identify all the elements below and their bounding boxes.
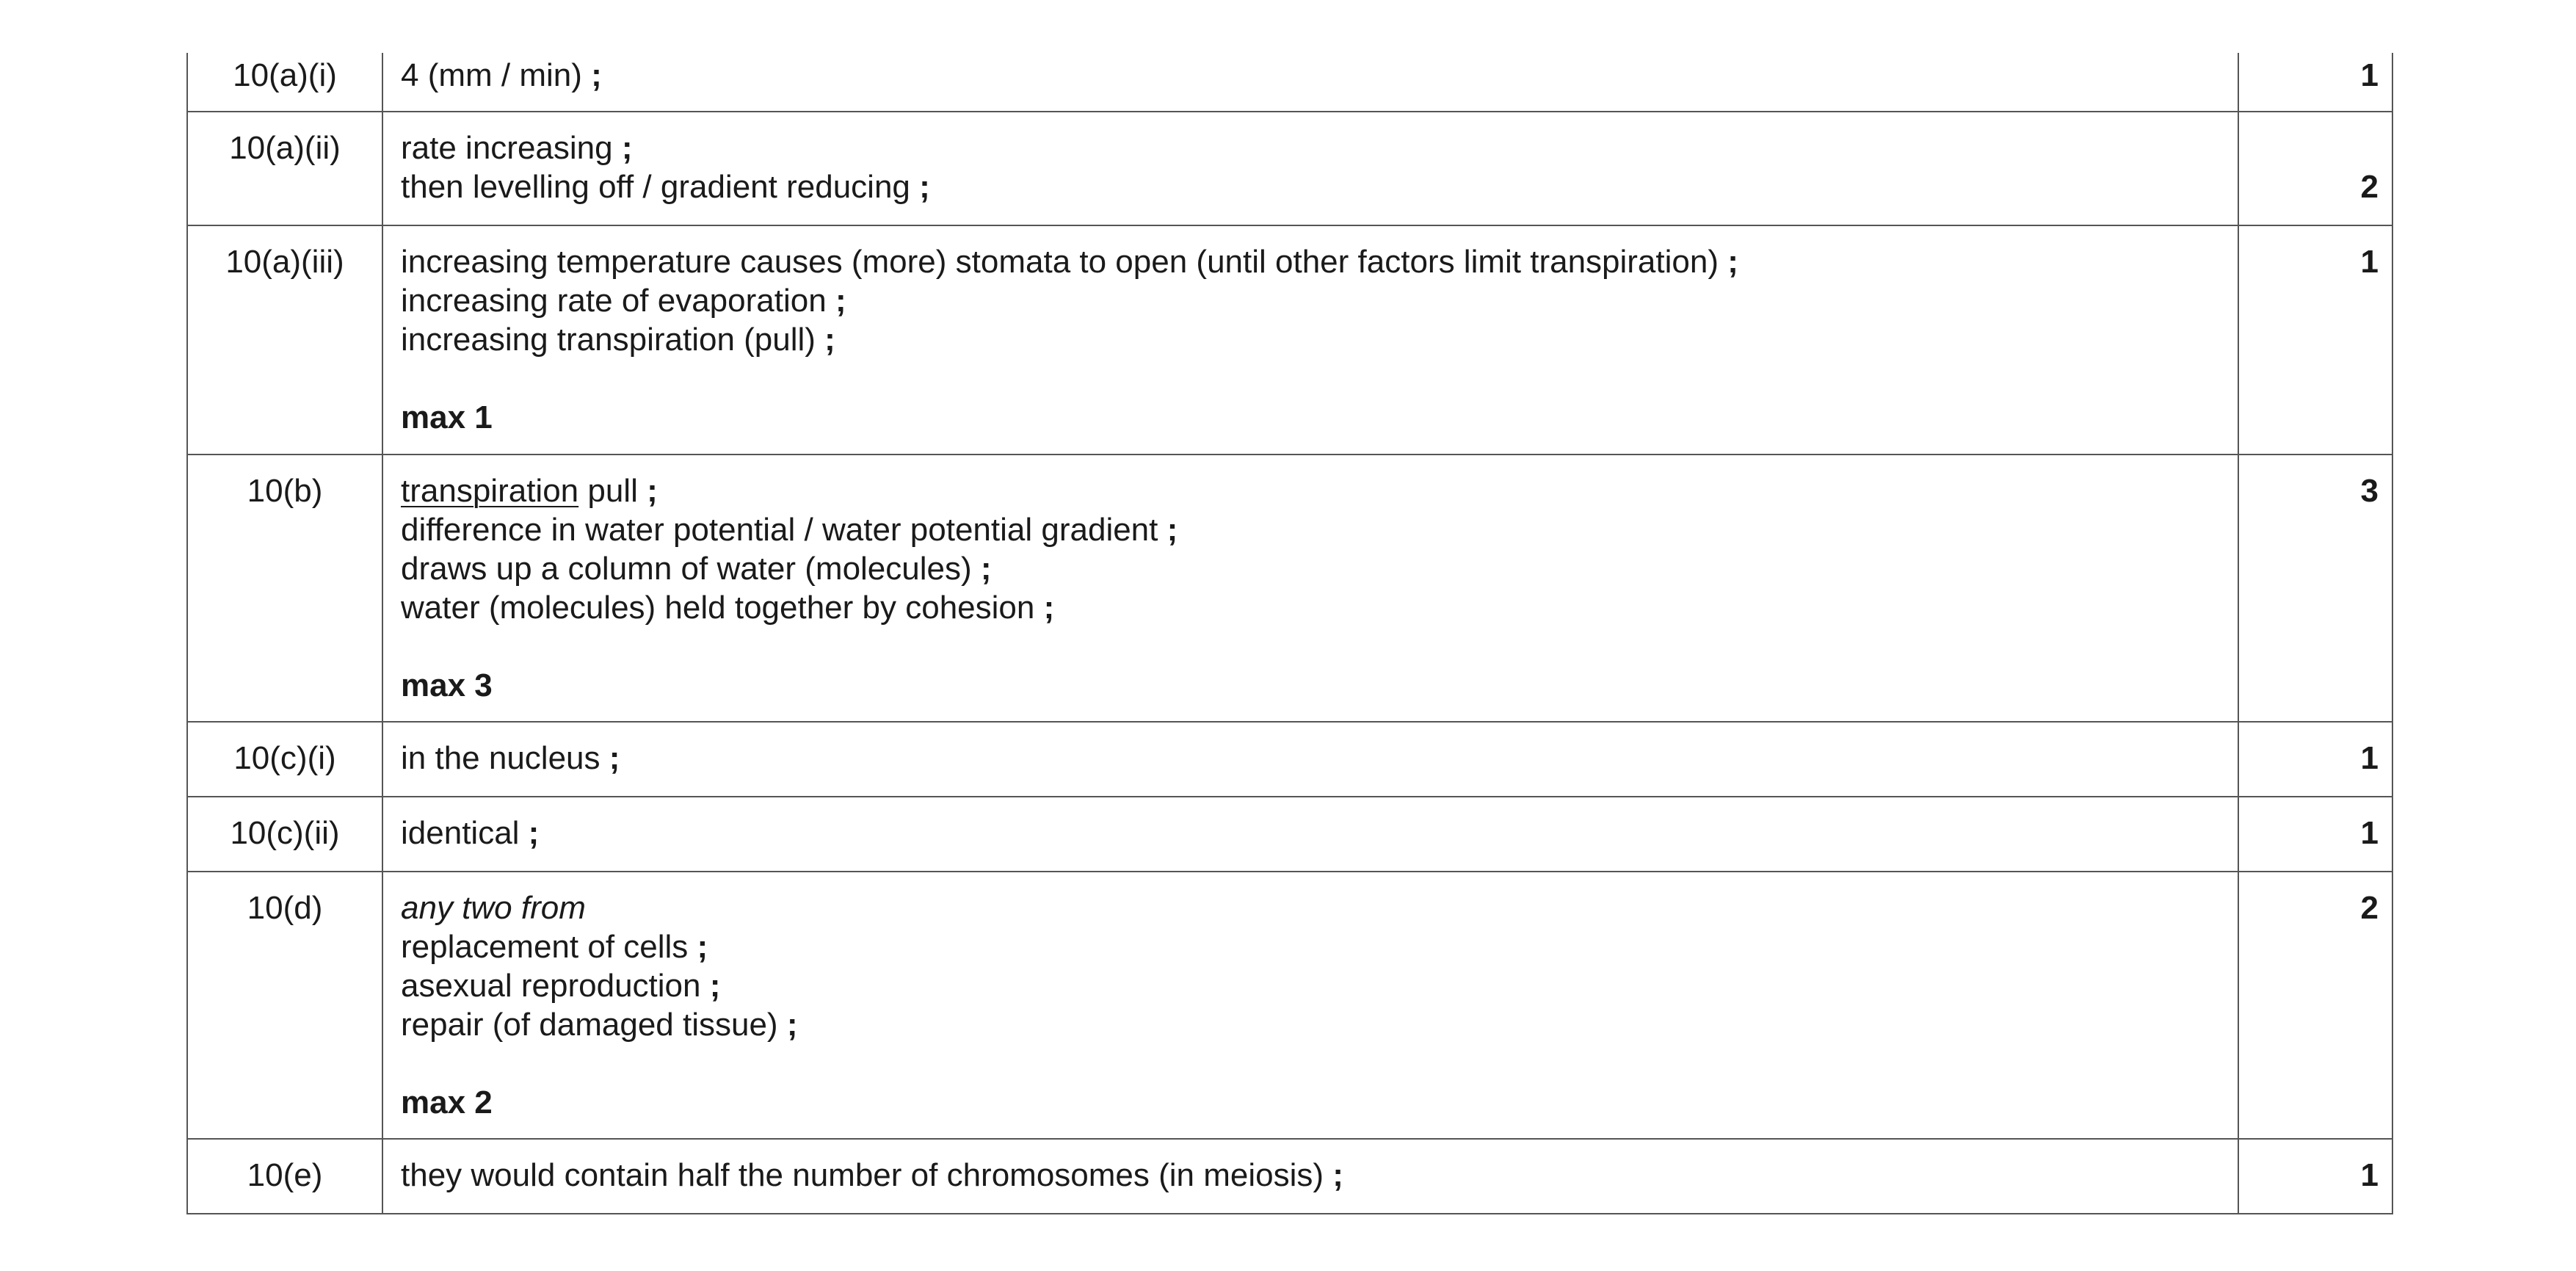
- question-number-cell: [187, 112, 382, 225]
- mark-value: 2: [2360, 890, 2379, 926]
- max-marks-note: max 1: [401, 399, 493, 435]
- table-row: [187, 455, 2392, 722]
- question-number: 10(a)(i): [233, 57, 337, 93]
- mark-cell: [2238, 872, 2392, 1139]
- mark-cell: [2238, 112, 2392, 225]
- answer-line: increasing transpiration (pull) ;: [401, 322, 835, 358]
- mark-value: 2: [2360, 169, 2379, 205]
- table-row: [187, 1139, 2392, 1214]
- answer-line: identical ;: [401, 815, 540, 851]
- max-marks-note: max 3: [401, 667, 493, 703]
- max-marks-note: max 2: [401, 1084, 493, 1120]
- answer-line: water (molecules) held together by cohesion ;: [401, 590, 1055, 626]
- question-number: 10(c)(ii): [230, 815, 340, 851]
- question-number-cell: [187, 1139, 382, 1214]
- answer-line: in the nucleus ;: [401, 740, 620, 776]
- answer-cell: [382, 722, 2238, 797]
- table-row: [187, 797, 2392, 872]
- question-number-cell: [187, 53, 382, 112]
- answer-cell: [382, 872, 2238, 1139]
- answer-intro: any two from: [401, 890, 586, 926]
- table-row: [187, 225, 2392, 455]
- answer-line: increasing temperature causes (more) stomata to open (until other factors limit transpiration) ;: [401, 244, 1738, 280]
- question-number: 10(c)(i): [233, 740, 336, 776]
- question-number-cell: [187, 797, 382, 872]
- answer-line: transpiration pull ;: [401, 473, 658, 509]
- mark-cell: [2238, 53, 2392, 112]
- mark-value: 1: [2360, 815, 2379, 851]
- answer-cell: [382, 1139, 2238, 1214]
- answer-line: asexual reproduction ;: [401, 968, 721, 1004]
- underlined-keyword: transpiration: [401, 473, 579, 509]
- answer-cell: [382, 455, 2238, 722]
- table-row: [187, 722, 2392, 797]
- answer-line: rate increasing ;: [401, 130, 633, 166]
- mark-cell: [2238, 722, 2392, 797]
- question-number: 10(b): [247, 473, 323, 509]
- mark-value: 1: [2360, 57, 2379, 93]
- table-row: [187, 112, 2392, 225]
- mark-cell: [2238, 455, 2392, 722]
- table-row: [187, 53, 2392, 112]
- answer-line: draws up a column of water (molecules) ;: [401, 551, 992, 587]
- mark-cell: [2238, 1139, 2392, 1214]
- question-number-cell: [187, 722, 382, 797]
- answer-line: 4 (mm / min) ;: [401, 57, 602, 93]
- question-number: 10(a)(iii): [225, 244, 344, 280]
- answer-line: replacement of cells ;: [401, 929, 708, 965]
- question-number: 10(e): [247, 1157, 323, 1193]
- mark-value: 3: [2360, 473, 2379, 509]
- mark-value: 1: [2360, 1157, 2379, 1193]
- question-number: 10(d): [247, 890, 323, 926]
- answer-line: repair (of damaged tissue) ;: [401, 1007, 798, 1043]
- mark-value: 1: [2360, 244, 2379, 280]
- answer-line: then levelling off / gradient reducing ;: [401, 169, 930, 205]
- spacer: [401, 627, 2220, 666]
- mark-cell: [2238, 797, 2392, 872]
- mark-scheme-table: [186, 53, 2393, 1214]
- answer-cell: [382, 225, 2238, 455]
- question-number-cell: [187, 455, 382, 722]
- answer-line: they would contain half the number of chromosomes (in meiosis) ;: [401, 1157, 1343, 1193]
- answer-line: increasing rate of evaporation ;: [401, 283, 846, 319]
- answer-cell: [382, 797, 2238, 872]
- question-number: 10(a)(ii): [229, 130, 341, 166]
- question-number-cell: [187, 872, 382, 1139]
- mark-cell: [2238, 225, 2392, 455]
- answer-cell: [382, 53, 2238, 112]
- spacer: [401, 1044, 2220, 1083]
- question-number-cell: [187, 225, 382, 455]
- answer-line: difference in water potential / water potential gradient ;: [401, 512, 1178, 548]
- mark-value: 1: [2360, 740, 2379, 776]
- answer-cell: [382, 112, 2238, 225]
- table-row: [187, 872, 2392, 1139]
- spacer: [401, 359, 2220, 398]
